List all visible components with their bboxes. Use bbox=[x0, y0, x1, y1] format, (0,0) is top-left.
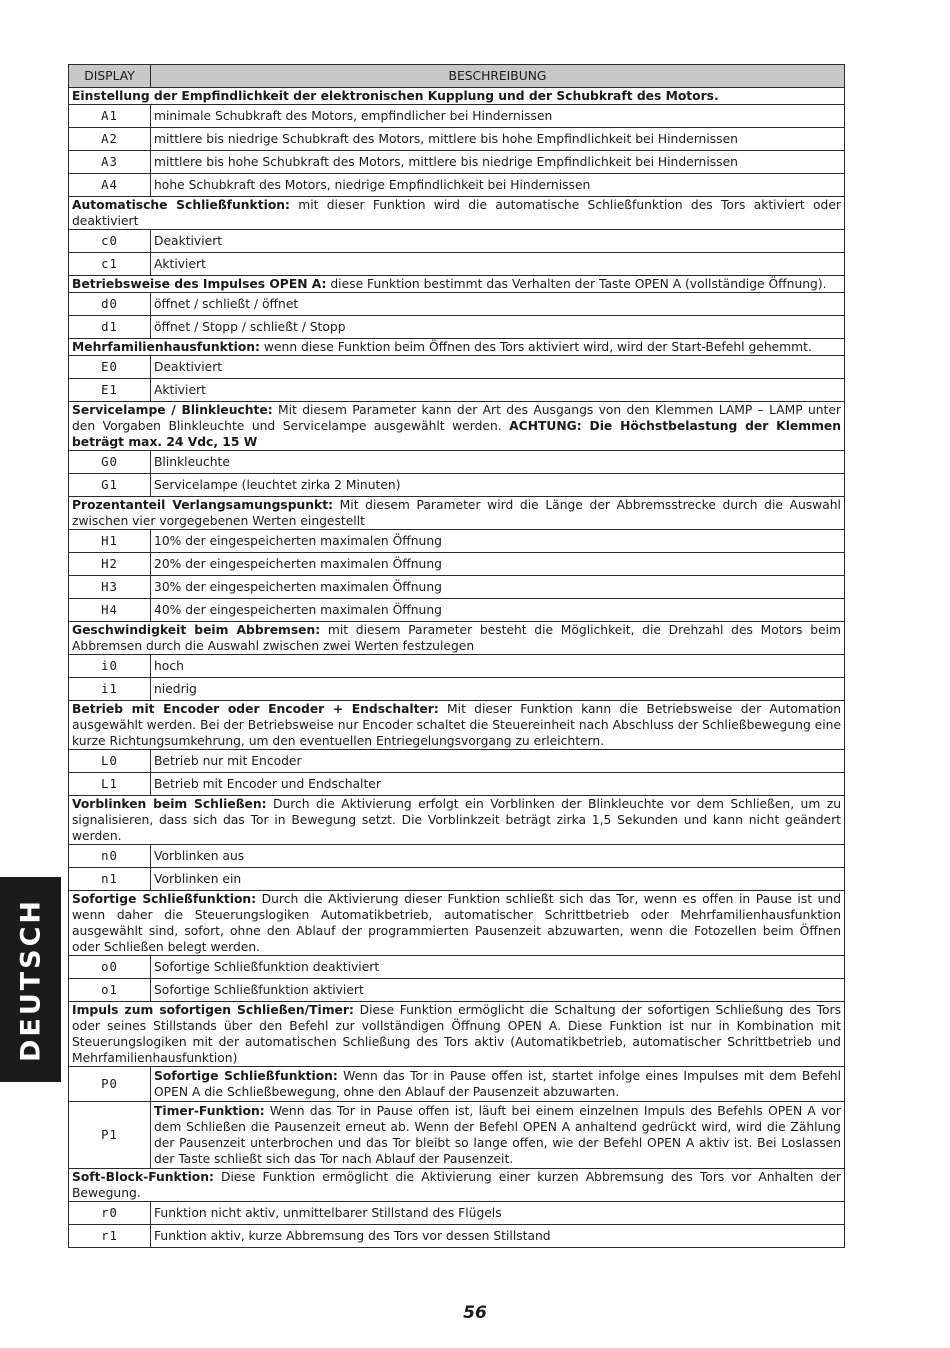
display-code: A2 bbox=[69, 128, 151, 151]
section-text: Diese Funktion ermöglicht die Schaltung der sofortigen Schließung des Tors oder seines Stillstands über den Befehl zur vollständigen Öffnung OPEN A. Diese Funktion ist nur in Kombination mit Steuerungslogiken mit der automatischen Schließung des Tors aktiv (Automatikbetrieb, automatischer Schrittbetrieb und Mehrfamilienhausfunktion) bbox=[72, 1003, 841, 1065]
section-title: Betrieb mit Encoder oder Encoder + Endschalter: bbox=[72, 702, 439, 716]
display-code: r0 bbox=[69, 1202, 151, 1225]
display-code: H3 bbox=[69, 576, 151, 599]
option-description: hoch bbox=[151, 655, 845, 678]
section-description bbox=[69, 339, 845, 356]
section-row bbox=[69, 339, 845, 356]
table-header-row bbox=[69, 65, 845, 88]
section-title: Automatische Schließfunktion: bbox=[72, 198, 290, 212]
option-description: öffnet / Stopp / schließt / Stopp bbox=[151, 316, 845, 339]
display-code: n0 bbox=[69, 845, 151, 868]
display-code: G1 bbox=[69, 474, 151, 497]
section-description bbox=[69, 402, 845, 451]
option-row bbox=[69, 655, 845, 678]
section-description bbox=[69, 796, 845, 845]
option-row bbox=[69, 845, 845, 868]
section-title: Einstellung der Empfindlichkeit der elektronischen Kupplung und der Schubkraft des Motors. bbox=[72, 89, 719, 103]
section-description bbox=[69, 891, 845, 956]
option-description: Vorblinken ein bbox=[151, 868, 845, 891]
option-row bbox=[69, 474, 845, 497]
section-title: Impuls zum sofortigen Schließen/Timer: bbox=[72, 1003, 354, 1017]
display-code: i0 bbox=[69, 655, 151, 678]
column-header-description: BESCHREIBUNG bbox=[151, 65, 845, 88]
section-text: wenn diese Funktion beim Öffnen des Tors aktiviert wird, wird der Start-Befehl gehemmt. bbox=[263, 340, 812, 354]
option-description: mittlere bis hohe Schubkraft des Motors, mittlere bis niedrige Empfindlichkeit bei Hindernissen bbox=[151, 151, 845, 174]
option-description bbox=[151, 1067, 845, 1102]
page-number: 56 bbox=[463, 1303, 487, 1323]
section-row bbox=[69, 197, 845, 230]
display-code: H2 bbox=[69, 553, 151, 576]
option-row bbox=[69, 553, 845, 576]
display-code: H4 bbox=[69, 599, 151, 622]
display-code: n1 bbox=[69, 868, 151, 891]
option-description: öffnet / schließt / öffnet bbox=[151, 293, 845, 316]
section-text: Durch die Aktivierung dieser Funktion schließt sich das Tor, wenn es offen in Pause ist und wenn daher die Steuerungslogiken Automatikbetrieb, automatischer Schrittbetrieb oder Mehrfamilienhausfunktion ausgewählt sind, sofort, ohne den Ablauf der programmierten Pausenzeit abzuwarten, wenn die Fotozellen beim Öffnen oder Schließen belegt werden. bbox=[72, 892, 842, 954]
option-text: Wenn das Tor in Pause offen ist, läuft bei einem einzelnen Impuls des Befehls OPEN A vor dem Schließen die Pausenzeit erneut ab. Wenn der Befehl OPEN A anhaltend gedrückt wird, wird die Zählung der Pausenzeit unterbrochen und das Tor bleibt so lange offen, wie der Befehl OPEN A aktiv ist. Bei Loslassen der Taste schließt sich das Tor nach Ablauf der Pausenzeit. bbox=[154, 1104, 841, 1166]
display-code: E0 bbox=[69, 356, 151, 379]
option-row bbox=[69, 530, 845, 553]
section-description bbox=[69, 88, 845, 105]
section-title: Soft-Block-Funktion: bbox=[72, 1170, 214, 1184]
display-code: c1 bbox=[69, 253, 151, 276]
section-row bbox=[69, 276, 845, 293]
section-warning: ACHTUNG: Die Höchstbelastung der Klemmen beträgt max. 24 Vdc, 15 W bbox=[72, 419, 841, 449]
language-label: DEUTSCH bbox=[15, 897, 46, 1062]
option-description: Funktion aktiv, kurze Abbremsung des Tors vor dessen Stillstand bbox=[151, 1225, 845, 1248]
option-row bbox=[69, 151, 845, 174]
option-description: Betrieb nur mit Encoder bbox=[151, 750, 845, 773]
option-row bbox=[69, 599, 845, 622]
option-row bbox=[69, 956, 845, 979]
section-row bbox=[69, 891, 845, 956]
option-title: Timer-Funktion: bbox=[154, 1104, 265, 1118]
section-text: Diese Funktion ermöglicht die Aktivierung einer kurzen Abbremsung des Tors vor Anhalten der Bewegung. bbox=[72, 1170, 841, 1200]
column-header-display: DISPLAY bbox=[69, 65, 151, 88]
display-code: d0 bbox=[69, 293, 151, 316]
option-row bbox=[69, 316, 845, 339]
option-row bbox=[69, 128, 845, 151]
display-code: o0 bbox=[69, 956, 151, 979]
display-code: c0 bbox=[69, 230, 151, 253]
option-row bbox=[69, 773, 845, 796]
option-row bbox=[69, 356, 845, 379]
option-row bbox=[69, 678, 845, 701]
section-title: Geschwindigkeit beim Abbremsen: bbox=[72, 623, 321, 637]
option-row bbox=[69, 1202, 845, 1225]
display-code: d1 bbox=[69, 316, 151, 339]
section-title: Sofortige Schließfunktion: bbox=[72, 892, 257, 906]
option-text: Wenn das Tor in Pause offen ist, startet infolge eines Impulses mit dem Befehl OPEN A die Schließbewegung, ohne den Ablauf der Pausenzeit abzuwarten. bbox=[154, 1069, 841, 1099]
section-title: Mehrfamilienhausfunktion: bbox=[72, 340, 260, 354]
section-description bbox=[69, 1002, 845, 1067]
option-description: Deaktiviert bbox=[151, 356, 845, 379]
option-row bbox=[69, 868, 845, 891]
section-text: mit diesem Parameter besteht die Möglichkeit, die Drehzahl des Motors beim Abbremsen durch die Auswahl zwischen zwei Werten festzulegen bbox=[72, 623, 841, 653]
option-description: mittlere bis niedrige Schubkraft des Motors, mittlere bis hohe Empfindlichkeit bei Hindernissen bbox=[151, 128, 845, 151]
option-row bbox=[69, 576, 845, 599]
section-text: diese Funktion bestimmt das Verhalten der Taste OPEN A (vollständige Öffnung). bbox=[330, 277, 827, 291]
section-title: Betriebsweise des Impulses OPEN A: bbox=[72, 277, 327, 291]
section-description bbox=[69, 276, 845, 293]
display-code: E1 bbox=[69, 379, 151, 402]
display-code: A4 bbox=[69, 174, 151, 197]
option-description: Vorblinken aus bbox=[151, 845, 845, 868]
option-description: Deaktiviert bbox=[151, 230, 845, 253]
option-description: niedrig bbox=[151, 678, 845, 701]
option-description: Aktiviert bbox=[151, 379, 845, 402]
option-description bbox=[151, 1102, 845, 1169]
section-row bbox=[69, 497, 845, 530]
display-code: G0 bbox=[69, 451, 151, 474]
option-description: Aktiviert bbox=[151, 253, 845, 276]
section-description bbox=[69, 497, 845, 530]
section-description bbox=[69, 701, 845, 750]
section-text: Mit diesem Parameter wird die Länge der Abbremsstrecke durch die Auswahl zwischen vier vorgegebenen Werten eingestellt bbox=[72, 498, 841, 528]
section-row bbox=[69, 88, 845, 105]
option-description: Sofortige Schließfunktion aktiviert bbox=[151, 979, 845, 1002]
option-row bbox=[69, 230, 845, 253]
section-text: mit dieser Funktion wird die automatische Schließfunktion des Tors aktiviert oder deaktiviert bbox=[72, 198, 841, 228]
section-text: Mit dieser Funktion kann die Betriebsweise der Automation ausgewählt werden. Bei der Betriebsweise nur Encoder schaltet die Steuereinheit nach Abschluss der Schließbewegung eine kurze Richtungsumkehrung, um den eventuellen Entriegelungsvorgang zu erleichtern. bbox=[72, 702, 842, 748]
section-row bbox=[69, 796, 845, 845]
option-title: Sofortige Schließfunktion: bbox=[154, 1069, 338, 1083]
section-title: Vorblinken beim Schließen: bbox=[72, 797, 267, 811]
parameter-table bbox=[68, 64, 845, 1248]
display-code: P1 bbox=[69, 1102, 151, 1169]
section-text: Mit diesem Parameter kann der Art des Ausgangs von den Klemmen LAMP – LAMP unter den Vorgaben Blinkleuchte und Servicelampe ausgewählt werden. bbox=[72, 403, 841, 433]
option-row bbox=[69, 451, 845, 474]
option-description: minimale Schubkraft des Motors, empfindlicher bei Hindernissen bbox=[151, 105, 845, 128]
display-code: A1 bbox=[69, 105, 151, 128]
section-row bbox=[69, 402, 845, 451]
display-code: L0 bbox=[69, 750, 151, 773]
option-row bbox=[69, 379, 845, 402]
option-description: Sofortige Schließfunktion deaktiviert bbox=[151, 956, 845, 979]
option-description: hohe Schubkraft des Motors, niedrige Empfindlichkeit bei Hindernissen bbox=[151, 174, 845, 197]
section-row bbox=[69, 701, 845, 750]
option-description: Blinkleuchte bbox=[151, 451, 845, 474]
section-text: Durch die Aktivierung erfolgt ein Vorblinken der Blinkleuchte vor dem Schließen, um zu signalisieren, dass sich das Tor in Bewegung setzt. Die Vorblinkzeit beträgt zirka 1,5 Sekunden und kann nicht geändert werden. bbox=[72, 797, 841, 843]
option-description: 10% der eingespeicherten maximalen Öffnung bbox=[151, 530, 845, 553]
display-code: o1 bbox=[69, 979, 151, 1002]
option-description: Funktion nicht aktiv, unmittelbarer Stillstand des Flügels bbox=[151, 1202, 845, 1225]
option-description: Betrieb mit Encoder und Endschalter bbox=[151, 773, 845, 796]
section-row bbox=[69, 622, 845, 655]
section-row bbox=[69, 1002, 845, 1067]
option-row bbox=[69, 293, 845, 316]
option-description: 20% der eingespeicherten maximalen Öffnung bbox=[151, 553, 845, 576]
display-code: L1 bbox=[69, 773, 151, 796]
section-description bbox=[69, 622, 845, 655]
option-row bbox=[69, 174, 845, 197]
section-title: Servicelampe / Blinkleuchte: bbox=[72, 403, 273, 417]
display-code: r1 bbox=[69, 1225, 151, 1248]
option-description: 40% der eingespeicherten maximalen Öffnung bbox=[151, 599, 845, 622]
display-code: P0 bbox=[69, 1067, 151, 1102]
option-row bbox=[69, 1102, 845, 1169]
option-row bbox=[69, 750, 845, 773]
option-row bbox=[69, 1225, 845, 1248]
option-row bbox=[69, 105, 845, 128]
section-description bbox=[69, 197, 845, 230]
language-side-tab bbox=[0, 877, 61, 1082]
option-description: 30% der eingespeicherten maximalen Öffnung bbox=[151, 576, 845, 599]
section-title: Prozentanteil Verlangsamungspunkt: bbox=[72, 498, 334, 512]
option-description: Servicelampe (leuchtet zirka 2 Minuten) bbox=[151, 474, 845, 497]
option-row bbox=[69, 1067, 845, 1102]
section-row bbox=[69, 1169, 845, 1202]
section-description bbox=[69, 1169, 845, 1202]
display-code: i1 bbox=[69, 678, 151, 701]
option-row bbox=[69, 253, 845, 276]
option-row bbox=[69, 979, 845, 1002]
display-code: A3 bbox=[69, 151, 151, 174]
display-code: H1 bbox=[69, 530, 151, 553]
